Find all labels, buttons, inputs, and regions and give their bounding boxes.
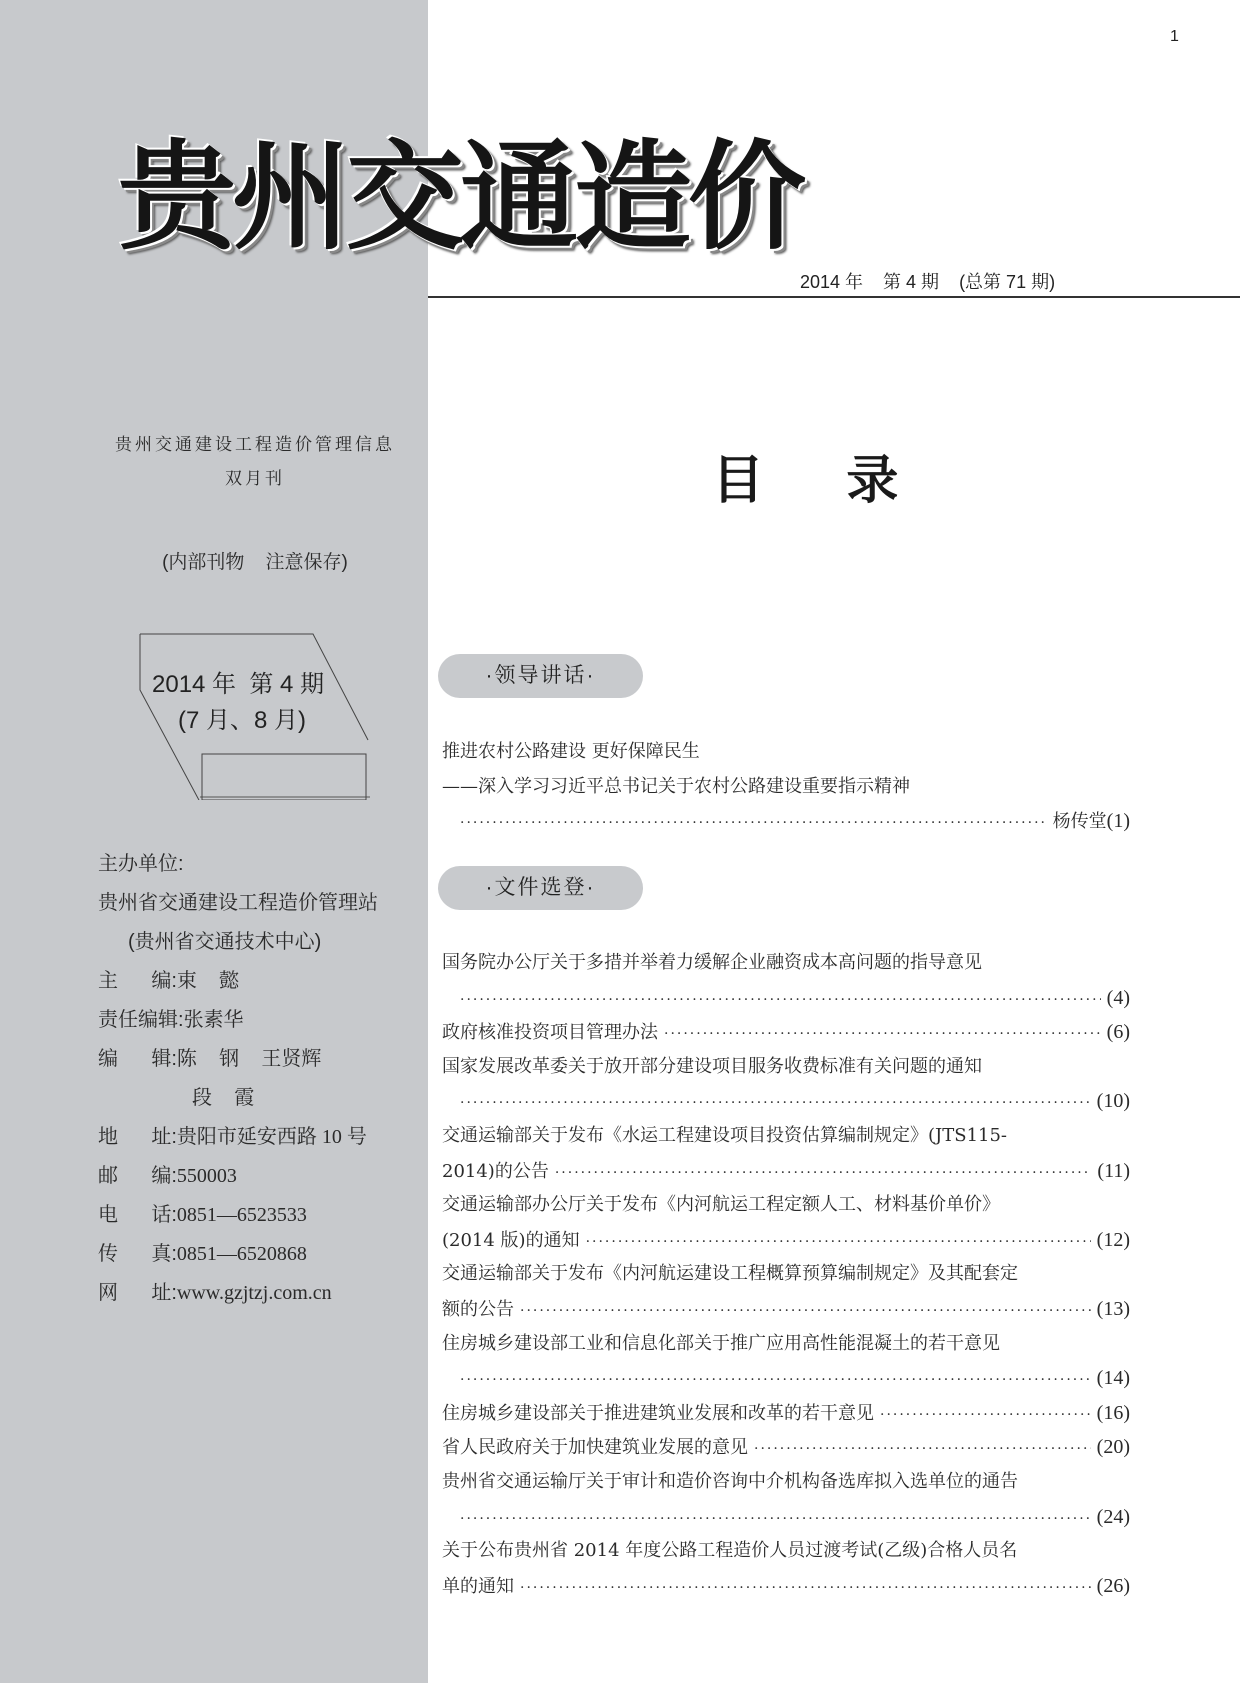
leader-dots xyxy=(754,1432,1091,1467)
info-row-address xyxy=(98,1118,428,1157)
issue-box xyxy=(138,632,378,800)
toc-entry-title: 住房城乡建设部工业和信息化部关于推广应用高性能混凝土的若干意见 xyxy=(442,1332,1000,1354)
toc-section-documents xyxy=(442,946,1130,1603)
info-row-responsible-editor xyxy=(98,1001,428,1040)
info-row-website xyxy=(98,1274,428,1313)
info-value: 段 霞 xyxy=(192,1087,255,1109)
toc-entry-page: (20) xyxy=(1096,1436,1130,1459)
toc-entry-title: 住房城乡建设部关于推进建筑业发展和改革的若干意见 xyxy=(442,1402,874,1424)
publication-title: 贵州交通建设工程造价管理信息 xyxy=(115,435,395,455)
info-label: 编 辑: xyxy=(98,1048,177,1070)
toc-entry-page: (24) xyxy=(1096,1505,1130,1528)
leader-dots xyxy=(460,1502,1091,1537)
toc-entry-page: (1) xyxy=(1106,810,1130,833)
toc-entry-title: 推进农村公路建设 更好保障民生 xyxy=(442,741,700,762)
info-row-editors xyxy=(98,1040,428,1079)
toc-entry-title: 交通运输部关于发布《内河航运建设工程概算预算编制规定》及其配套定 xyxy=(442,1263,1018,1285)
toc-entry[interactable] xyxy=(442,1465,1130,1500)
toc-entry-page: (16) xyxy=(1096,1401,1130,1424)
toc-entry[interactable] xyxy=(442,1188,1130,1223)
sponsor-name: 贵州省交通建设工程造价管理站 xyxy=(98,892,378,914)
toc-entry[interactable] xyxy=(442,1327,1130,1362)
toc-entry-title-cont: 额的公告 xyxy=(442,1298,514,1320)
toc-entry-subtitle: ——深入学习习近平总书记关于农村公路建设重要指示精神 xyxy=(442,775,910,797)
info-row-phone xyxy=(98,1196,428,1235)
toc-entry-title-cont: 2014)的公告 xyxy=(442,1160,549,1182)
issue-box-months: (7 月、8 月) xyxy=(178,707,307,734)
leader-dots xyxy=(520,1571,1091,1606)
leader-dots xyxy=(520,1294,1091,1329)
toc-entry-title-cont: (2014 版)的通知 xyxy=(442,1229,580,1251)
info-label: 传 真: xyxy=(98,1243,177,1265)
toc-entry-page: (13) xyxy=(1096,1297,1130,1320)
toc-entry[interactable] xyxy=(442,1050,1130,1085)
toc-entry-title: 交通运输部办公厅关于发布《内河航运工程定额人工、材料基价单价》 xyxy=(442,1194,1000,1216)
toc-entry-title: 国家发展改革委关于放开部分建设项目服务收费标准有关问题的通知 xyxy=(442,1055,982,1077)
toc-entry-page: (4) xyxy=(1106,986,1130,1009)
toc-entry-title: 政府核准投资项目管理办法 xyxy=(442,1022,658,1044)
info-label: 邮 编: xyxy=(98,1165,177,1187)
leader-dots xyxy=(460,1363,1091,1398)
toc-entry-title: 贵州省交通运输厅关于审计和造价咨询中介机构备选库拟入选单位的通告 xyxy=(442,1470,1018,1492)
info-value: 0851—6523533 xyxy=(176,1204,307,1226)
toc-entry-page: (10) xyxy=(1096,1090,1130,1113)
header-rule xyxy=(428,296,1240,298)
issue-box-year: 2014 年 第 4 期 xyxy=(152,671,325,698)
info-row-editor xyxy=(98,962,428,1001)
toc-entry[interactable] xyxy=(442,1119,1130,1154)
publication-frequency: 双月刊 xyxy=(225,469,285,489)
toc-entry[interactable] xyxy=(442,946,1130,981)
toc-entry[interactable] xyxy=(442,1015,1130,1050)
toc-entry-title: 交通运输部关于发布《水运工程建设项目投资估算编制规定》(JTS115- xyxy=(442,1124,1008,1146)
toc-entry[interactable] xyxy=(442,735,1130,770)
info-value: 550003 xyxy=(176,1165,237,1187)
leader-dots xyxy=(460,1086,1091,1121)
toc-entry[interactable] xyxy=(442,1396,1130,1431)
info-label: 责任编辑: xyxy=(98,1009,184,1031)
info-label: 主 编: xyxy=(98,970,177,992)
internal-note: (内部刊物 注意保存) xyxy=(162,552,348,573)
toc-entry-author: 杨传堂 xyxy=(1052,811,1107,833)
toc-entry-page: (14) xyxy=(1096,1367,1130,1390)
toc-entry-title: 国务院办公厅关于多措并举着力缓解企业融资成本高问题的指导意见 xyxy=(442,952,982,973)
toc-entry[interactable] xyxy=(442,1534,1130,1569)
info-value: 0851—6520868 xyxy=(176,1243,307,1265)
leader-dots xyxy=(555,1156,1092,1191)
toc-entry-title: 关于公布贵州省 2014 年度公路工程造价人员过渡考试(乙级)合格人员名 xyxy=(442,1540,1018,1562)
issue-line: 2014 年 第 4 期 (总第 71 期) xyxy=(800,272,1056,292)
masthead-title: 贵州交通造价 xyxy=(118,127,803,266)
info-value: 贵阳市延安西路 10 号 xyxy=(176,1126,367,1148)
toc-entry-title: 省人民政府关于加快建筑业发展的意见 xyxy=(442,1437,748,1459)
toc-entry-title-cont: 单的通知 xyxy=(442,1575,514,1597)
info-row-fax xyxy=(98,1235,428,1274)
section-header-documents: ·文件选登· xyxy=(438,866,643,910)
leader-dots xyxy=(586,1225,1091,1260)
toc-entry[interactable] xyxy=(442,1430,1130,1465)
leader-dots xyxy=(880,1398,1091,1433)
toc-entry-page: (12) xyxy=(1096,1228,1130,1251)
page-number: 1 xyxy=(1170,28,1179,45)
website-link[interactable]: www.gzjtzj.com.cn xyxy=(176,1282,332,1304)
leader-dots xyxy=(460,806,1047,841)
info-label: 地 址: xyxy=(98,1126,177,1148)
section-header-leader-speech: ·领导讲话· xyxy=(438,654,643,698)
sponsor-label: 主办单位: xyxy=(98,853,184,875)
toc-entry-page: (11) xyxy=(1097,1159,1130,1182)
info-label: 电 话: xyxy=(98,1204,177,1226)
info-label: 网 址: xyxy=(98,1282,177,1304)
toc-entry[interactable] xyxy=(442,1257,1130,1292)
info-value: 张素华 xyxy=(183,1009,244,1031)
publisher-info xyxy=(98,845,428,1313)
info-row-postcode xyxy=(98,1157,428,1196)
leader-dots xyxy=(460,983,1101,1018)
info-value: 束 懿 xyxy=(176,970,240,992)
toc-entry-page: (26) xyxy=(1096,1574,1130,1597)
toc-entry-page: (6) xyxy=(1106,1021,1130,1044)
toc-title: 目 录 xyxy=(712,450,901,511)
sponsor-alt: (贵州省交通技术中心) xyxy=(128,931,322,953)
info-row-editors-cont xyxy=(98,1079,428,1118)
toc-section-leader-speech xyxy=(442,735,1130,839)
leader-dots xyxy=(664,1017,1101,1052)
info-value: 陈 钢 王贤辉 xyxy=(176,1048,322,1070)
